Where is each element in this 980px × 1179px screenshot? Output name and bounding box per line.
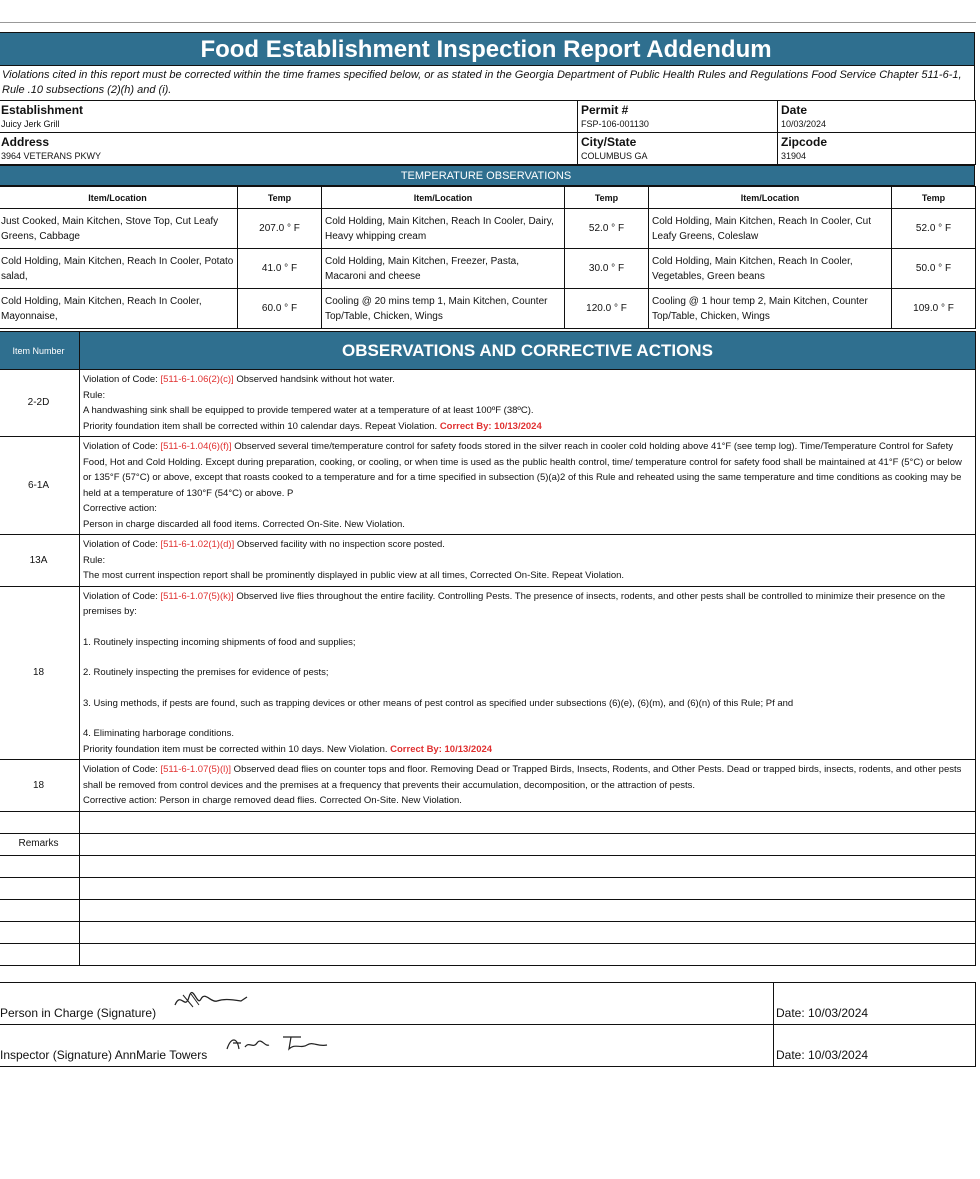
inspector-signature-icon (223, 1033, 333, 1058)
temp-item: Cold Holding, Main Kitchen, Reach In Cooler, Cut Leafy Greens, Coleslaw (649, 209, 892, 249)
item-number-header: Item Number (0, 332, 80, 370)
city-value: COLUMBUS GA (581, 151, 648, 161)
violation-text: Observed live flies throughout the entire facility. Controlling Pests. The presence of insects, rodents, and other pests shall be controlled to minimize their presence on the premises by: (83, 590, 946, 617)
violation-code: [511-6-1.07(5)(l)] (160, 764, 232, 775)
blank-row (0, 921, 976, 943)
observation-line: Corrective action: (83, 503, 157, 514)
violation-code: [511-6-1.06(2)(c)] (160, 374, 234, 385)
observation-row (0, 535, 976, 587)
col-temp-2: Temp (565, 187, 649, 209)
observations-header: OBSERVATIONS AND CORRECTIVE ACTIONS (80, 332, 976, 370)
observation-line: Person in charge discarded all food items. Corrected On-Site. New Violation. (83, 518, 405, 530)
date-value: 10/03/2024 (781, 119, 827, 129)
temperature-table (0, 186, 976, 329)
zip-value: 31904 (781, 151, 807, 161)
blank-row (0, 899, 976, 921)
permit-label: Permit # (581, 103, 629, 117)
temp-value: 120.0 ° F (565, 289, 649, 329)
violation-code: [511-6-1.04(6)(f)] (160, 441, 232, 452)
violation-prefix: Violation of Code: (83, 374, 161, 385)
observation-line: 2. Routinely inspecting the premises for evidence of pests; (83, 667, 329, 678)
temp-item: Cold Holding, Main Kitchen, Reach In Cooler, Vegetables, Green beans (649, 249, 892, 289)
remarks-row (0, 833, 976, 855)
observation-line: 1. Routinely inspecting incoming shipments of food and supplies; (83, 636, 356, 648)
violation-code: [511-6-1.07(5)(k)] (160, 590, 234, 602)
col-temp-1: Temp (238, 187, 322, 209)
temp-row (0, 209, 976, 249)
establishment-label: Establishment (1, 103, 84, 117)
col-item-3: Item/Location (649, 187, 892, 209)
temp-value: 30.0 ° F (565, 249, 649, 289)
observation-line: Priority foundation item shall be corrected within 10 calendar days. Repeat Violation. (83, 420, 440, 432)
permit-cell (578, 101, 778, 133)
violation-prefix: Violation of Code: (83, 764, 161, 775)
violation-text: Observed facility with no inspection score posted. (234, 539, 445, 550)
temp-item: Cold Holding, Main Kitchen, Reach In Cooler, Dairy, Heavy whipping cream (322, 209, 565, 249)
observation-text (80, 760, 976, 812)
item-number: 18 (0, 760, 80, 812)
observation-text (80, 586, 976, 760)
observation-text (80, 535, 976, 587)
violation-code: [511-6-1.02(1)(d)] (160, 539, 235, 550)
city-cell (578, 133, 778, 165)
observation-row (0, 586, 976, 760)
observation-line: Corrective action: Person in charge removed dead flies. Corrected On-Site. New Violation. (83, 795, 462, 806)
blank-row (0, 877, 976, 899)
temp-item: Just Cooked, Main Kitchen, Stove Top, Cut Leafy Greens, Cabbage (0, 209, 238, 249)
violation-text: Observed several time/temperature control for safety foods stored in the silver reach in cooler cold holding above 41°F (see temp log). Time/Temperature Control for Safety Food, Hot and Cold Holding. Except during preparation, cooking, or cooling, or when time is used as the public health control, time/ temperature control for safety food shall be maintained at 41°F (5°C) or below or 135°F (57°C) or above, except that roasts cooked to a temperature and for a time specified in subsection (5)(a)2 of this Rule and reheated using the same temperature and time conditions as cooking may be held at a temperature of 130°F (54°C) or above. P (83, 441, 962, 499)
item-number: 13A (0, 535, 80, 587)
city-label: City/State (581, 135, 637, 149)
permit-value: FSP-106-001130 (581, 119, 649, 129)
temp-value: 50.0 ° F (892, 249, 976, 289)
zip-cell (778, 133, 976, 165)
observations-table (0, 331, 976, 966)
violation-prefix: Violation of Code: (83, 539, 161, 550)
temp-value: 109.0 ° F (892, 289, 976, 329)
observation-line: Priority foundation item must be corrected within 10 days. New Violation. (83, 743, 391, 755)
observation-row (0, 437, 976, 535)
temp-row (0, 249, 976, 289)
observation-text (80, 437, 976, 535)
date-cell (778, 101, 976, 133)
inspector-date: Date: 10/03/2024 (774, 1024, 976, 1066)
address-value: 3964 VETERANS PKWY (1, 151, 102, 161)
col-item-1: Item/Location (0, 187, 238, 209)
remarks-label: Remarks (0, 833, 80, 855)
temp-item: Cold Holding, Main Kitchen, Reach In Cooler, Mayonnaise, (0, 289, 238, 329)
temp-value: 52.0 ° F (892, 209, 976, 249)
observation-line: 3. Using methods, if pests are found, such as trapping devices or other means of pest control as specified under subsections (6)(e), (6)(m), and (6)(n) of this Rule; Pf and (83, 697, 794, 709)
temp-item: Cooling @ 1 hour temp 2, Main Kitchen, Counter Top/Table, Chicken, Wings (649, 289, 892, 329)
temp-item: Cooling @ 20 mins temp 1, Main Kitchen, Counter Top/Table, Chicken, Wings (322, 289, 565, 329)
report-title: Food Establishment Inspection Report Addendum (0, 32, 975, 66)
blank-row (0, 811, 976, 833)
pic-signature-label: Person in Charge (Signature) (0, 1005, 157, 1020)
item-number: 2-2D (0, 370, 80, 437)
establishment-cell (0, 101, 578, 133)
violation-prefix: Violation of Code: (83, 441, 161, 452)
col-temp-3: Temp (892, 187, 976, 209)
violation-text: Observed handsink without hot water. (233, 374, 395, 385)
temperature-header: TEMPERATURE OBSERVATIONS (0, 165, 975, 186)
temp-item: Cold Holding, Main Kitchen, Reach In Cooler, Potato salad, (0, 249, 238, 289)
inspector-signature-cell (0, 1024, 774, 1066)
observation-line: The most current inspection report shall be prominently displayed in public view at all times, Corrected On-Site. Repeat Violation. (83, 570, 625, 581)
establishment-table (0, 100, 976, 165)
intro-text: Violations cited in this report must be corrected within the time frames specified below, or as stated in the Georgia Department of Public Health Rules and Regulations Food Service Chapter 511-6-1, Rule .10 subsections (2)(h) and (i). (0, 66, 975, 100)
temp-item: Cold Holding, Main Kitchen, Freezer, Pasta, Macaroni and cheese (322, 249, 565, 289)
pic-signature-cell (0, 982, 774, 1024)
address-cell (0, 133, 578, 165)
item-number: 6-1A (0, 437, 80, 535)
item-number: 18 (0, 586, 80, 760)
col-item-2: Item/Location (322, 187, 565, 209)
pic-date: Date: 10/03/2024 (774, 982, 976, 1024)
report-page (0, 22, 975, 1067)
temp-value: 207.0 ° F (238, 209, 322, 249)
blank-row (0, 855, 976, 877)
observation-text (80, 370, 976, 437)
temp-value: 60.0 ° F (238, 289, 322, 329)
address-label: Address (1, 135, 50, 149)
date-label: Date (781, 103, 808, 117)
inspector-signature-label: Inspector (Signature) AnnMarie Towers (0, 1047, 208, 1062)
pic-signature-icon (171, 989, 251, 1016)
observation-row (0, 760, 976, 812)
temp-value: 52.0 ° F (565, 209, 649, 249)
observation-row (0, 370, 976, 437)
temp-row (0, 289, 976, 329)
blank-row (0, 943, 976, 965)
establishment-value: Juicy Jerk Grill (1, 119, 60, 129)
observation-line: Rule: (83, 389, 106, 401)
temp-value: 41.0 ° F (238, 249, 322, 289)
correct-by: Correct By: 10/13/2024 (390, 743, 493, 755)
observation-line: 4. Eliminating harborage conditions. (83, 728, 235, 739)
zip-label: Zipcode (781, 135, 828, 149)
signature-table (0, 982, 976, 1067)
observation-line: A handwashing sink shall be equipped to provide tempered water at a temperature of at least 100ºF (38ºC). (83, 405, 534, 416)
observation-line: Rule: (83, 554, 106, 566)
violation-prefix: Violation of Code: (83, 590, 161, 602)
correct-by: Correct By: 10/13/2024 (439, 420, 542, 432)
violation-text: Observed dead flies on counter tops and floor. Removing Dead or Trapped Birds, Insects, Rodents, and Other Pests. Dead or trapped birds, insects, rodents, and other pests shall be removed from control devices and the premises at a frequency that prevents their accumulation, decomposition, or the attraction of pests. (83, 764, 962, 791)
